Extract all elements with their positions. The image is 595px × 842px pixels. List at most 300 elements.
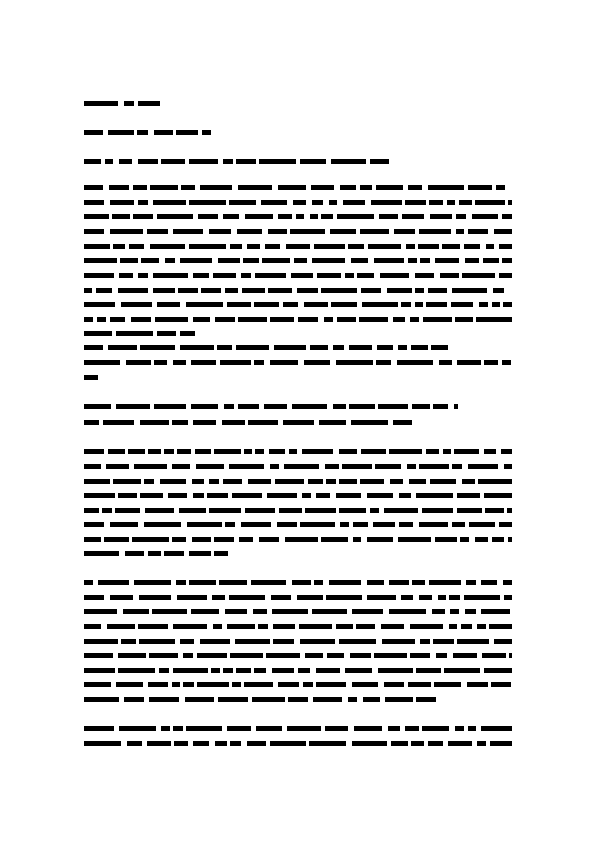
word-block	[84, 668, 115, 673]
word-block	[374, 258, 404, 263]
word-block	[154, 130, 173, 135]
word-block	[118, 668, 155, 673]
word-block	[361, 449, 386, 454]
word-block	[375, 464, 401, 469]
word-block	[405, 200, 426, 205]
word-block	[172, 537, 186, 542]
word-block	[503, 580, 512, 585]
word-block	[291, 273, 313, 278]
word-block	[430, 479, 456, 484]
word-block	[490, 741, 512, 746]
word-block	[84, 331, 112, 336]
word-block	[440, 273, 459, 278]
word-block	[357, 273, 374, 278]
word-block	[457, 639, 489, 644]
word-block	[502, 214, 512, 219]
word-block	[509, 653, 512, 658]
word-block	[209, 229, 231, 234]
word-block	[319, 420, 346, 425]
word-block	[187, 522, 222, 527]
word-block	[435, 258, 459, 263]
word-block	[468, 185, 492, 190]
word-block	[154, 404, 186, 409]
word-block	[186, 302, 223, 307]
word-block	[435, 537, 457, 542]
word-block	[302, 493, 311, 498]
word-block	[305, 653, 323, 658]
word-block	[191, 404, 218, 409]
word-block	[133, 214, 153, 219]
word-block	[84, 595, 104, 600]
word-block	[261, 200, 287, 205]
word-block	[367, 493, 393, 498]
word-block	[429, 580, 461, 585]
word-block	[278, 214, 292, 219]
word-block	[176, 580, 186, 585]
word-block	[180, 639, 194, 644]
word-block	[248, 420, 278, 425]
word-block	[201, 288, 221, 293]
word-block	[288, 697, 308, 702]
word-block	[348, 697, 357, 702]
word-block	[466, 580, 476, 585]
word-block	[116, 404, 150, 409]
word-block	[84, 375, 98, 380]
word-block	[113, 244, 125, 249]
word-block	[139, 639, 175, 644]
word-block	[207, 493, 228, 498]
word-block	[253, 609, 267, 614]
word-block	[349, 404, 375, 409]
word-block	[360, 479, 384, 484]
word-block	[298, 668, 310, 673]
word-block	[457, 508, 482, 513]
word-block	[254, 668, 266, 673]
word-block	[412, 404, 430, 409]
word-block	[104, 537, 129, 542]
word-block	[453, 653, 477, 658]
word-block	[84, 493, 115, 498]
word-block	[285, 537, 318, 542]
word-block	[180, 345, 214, 350]
word-block	[273, 624, 295, 629]
word-block	[478, 479, 512, 484]
word-block	[140, 345, 175, 350]
word-block	[236, 159, 256, 164]
word-block	[360, 185, 372, 190]
word-block	[343, 200, 365, 205]
word-block	[241, 522, 271, 527]
word-block	[462, 479, 475, 484]
word-block	[481, 726, 512, 731]
word-block	[96, 288, 112, 293]
word-block	[118, 288, 148, 293]
word-block	[378, 668, 413, 673]
word-block	[259, 159, 296, 164]
word-block	[116, 682, 143, 687]
word-block	[200, 185, 232, 190]
word-block	[299, 624, 332, 629]
word-block	[110, 522, 138, 527]
word-block	[401, 595, 413, 600]
word-block	[352, 741, 387, 746]
word-block	[155, 317, 188, 322]
word-block	[116, 331, 153, 336]
word-block	[84, 185, 103, 190]
word-block	[274, 345, 306, 350]
word-block	[426, 449, 439, 454]
word-block	[256, 726, 282, 731]
word-block	[316, 682, 346, 687]
word-block	[213, 273, 236, 278]
word-block	[493, 288, 504, 293]
word-block	[270, 317, 294, 322]
word-block	[227, 302, 251, 307]
word-block	[406, 244, 415, 249]
word-block	[484, 449, 496, 454]
word-block	[232, 493, 262, 498]
word-block	[442, 244, 460, 249]
word-block	[507, 508, 512, 513]
word-block	[251, 580, 286, 585]
word-block	[356, 624, 375, 629]
word-block	[337, 214, 374, 219]
word-block	[173, 668, 208, 673]
word-block	[351, 420, 388, 425]
word-block	[84, 449, 104, 454]
word-block	[119, 726, 156, 731]
word-block	[255, 449, 264, 454]
word-block	[103, 420, 134, 425]
word-block	[279, 508, 302, 513]
word-block	[183, 682, 194, 687]
word-block	[461, 624, 472, 629]
word-block	[393, 317, 405, 322]
word-block	[389, 449, 422, 454]
word-block	[121, 639, 136, 644]
word-block	[119, 273, 133, 278]
word-block	[113, 479, 141, 484]
word-block	[165, 258, 175, 263]
word-block	[336, 624, 353, 629]
word-block	[278, 682, 299, 687]
word-block	[398, 345, 407, 350]
word-block	[298, 317, 318, 322]
word-block	[321, 537, 348, 542]
word-block	[310, 214, 318, 219]
word-block	[477, 741, 486, 746]
word-block	[107, 624, 135, 629]
word-block	[363, 697, 380, 702]
word-block	[368, 244, 401, 249]
word-block	[422, 726, 449, 731]
word-block	[84, 609, 117, 614]
word-block	[123, 609, 149, 614]
word-block	[157, 302, 180, 307]
word-block	[352, 682, 378, 687]
word-block	[300, 639, 335, 644]
word-block	[304, 360, 330, 365]
word-block	[132, 537, 169, 542]
word-block	[333, 404, 346, 409]
word-block	[84, 101, 118, 106]
word-block	[137, 130, 148, 135]
word-block	[138, 273, 148, 278]
word-block	[243, 258, 259, 263]
word-block	[289, 449, 297, 454]
word-block	[264, 404, 287, 409]
word-block	[202, 130, 211, 135]
word-block	[492, 302, 500, 307]
word-block	[419, 522, 448, 527]
word-block	[308, 479, 323, 484]
word-block	[431, 345, 448, 350]
word-block	[84, 360, 120, 365]
word-block	[329, 580, 361, 585]
word-block	[147, 229, 168, 234]
word-block	[268, 288, 292, 293]
word-block	[451, 302, 473, 307]
word-block	[389, 580, 409, 585]
word-block	[380, 273, 409, 278]
word-block	[428, 741, 443, 746]
word-block	[230, 741, 241, 746]
word-block	[361, 288, 381, 293]
word-block	[429, 200, 443, 205]
word-block	[467, 682, 488, 687]
word-block	[84, 244, 110, 249]
word-block	[259, 537, 279, 542]
word-block	[316, 493, 330, 498]
word-block	[269, 449, 285, 454]
word-block	[423, 317, 452, 322]
word-block	[84, 537, 101, 542]
word-block	[449, 624, 457, 629]
word-block	[448, 741, 472, 746]
word-block	[475, 537, 488, 542]
word-block	[271, 595, 291, 600]
word-block	[449, 595, 460, 600]
word-block	[418, 244, 439, 249]
word-block	[272, 668, 294, 673]
word-block	[150, 244, 185, 249]
word-block	[456, 214, 466, 219]
word-block	[84, 522, 104, 527]
word-block	[157, 331, 176, 336]
word-block	[367, 537, 393, 542]
word-block	[294, 258, 307, 263]
word-block	[84, 214, 109, 219]
word-block	[415, 302, 423, 307]
word-block	[84, 200, 104, 205]
word-block	[492, 537, 504, 542]
word-block	[193, 420, 216, 425]
word-block	[484, 493, 512, 498]
word-block	[225, 288, 238, 293]
word-block	[325, 464, 339, 469]
word-block	[138, 101, 160, 106]
word-block	[254, 302, 279, 307]
word-block	[388, 726, 400, 731]
word-block	[336, 360, 373, 365]
word-block	[278, 185, 306, 190]
word-block	[173, 726, 183, 731]
word-block	[292, 580, 311, 585]
word-block	[213, 624, 222, 629]
word-block	[180, 258, 212, 263]
word-block	[245, 508, 275, 513]
word-block	[325, 726, 348, 731]
word-block	[215, 317, 235, 322]
word-block	[339, 449, 357, 454]
word-block	[238, 185, 272, 190]
word-block	[144, 522, 181, 527]
word-block	[230, 244, 242, 249]
word-block	[149, 653, 178, 658]
word-block	[415, 288, 424, 293]
word-block	[345, 273, 354, 278]
word-block	[340, 522, 349, 527]
word-block	[84, 697, 119, 702]
word-block	[360, 229, 389, 234]
word-block	[84, 345, 103, 350]
word-block	[415, 273, 434, 278]
word-block	[214, 551, 228, 556]
word-block	[305, 508, 336, 513]
word-block	[284, 464, 319, 469]
word-block	[455, 317, 473, 322]
word-block	[455, 726, 464, 731]
word-block	[245, 214, 273, 219]
word-block	[275, 479, 304, 484]
word-block	[109, 185, 129, 190]
word-block	[353, 522, 368, 527]
word-block	[141, 258, 159, 263]
word-block	[409, 479, 426, 484]
word-block	[183, 653, 193, 658]
word-block	[447, 200, 455, 205]
word-block	[157, 214, 193, 219]
word-block	[84, 258, 117, 263]
word-block	[378, 404, 408, 409]
word-block	[84, 288, 92, 293]
word-block	[405, 726, 419, 731]
word-block	[499, 273, 512, 278]
word-block	[84, 653, 113, 658]
word-block	[286, 244, 310, 249]
word-block	[84, 317, 93, 322]
word-block	[235, 639, 270, 644]
word-block	[454, 404, 458, 409]
word-block	[84, 404, 111, 409]
word-block	[247, 741, 266, 746]
word-block	[359, 317, 388, 322]
word-block	[479, 302, 488, 307]
word-block	[340, 185, 356, 190]
word-block	[416, 697, 436, 702]
word-block	[297, 288, 318, 293]
word-block	[252, 697, 285, 702]
word-block	[460, 537, 469, 542]
word-block	[138, 200, 148, 205]
word-block	[189, 551, 211, 556]
word-block	[153, 200, 186, 205]
word-block	[377, 345, 393, 350]
word-block	[351, 258, 368, 263]
word-block	[236, 668, 251, 673]
word-block	[410, 317, 419, 322]
word-block	[303, 682, 313, 687]
word-block	[337, 317, 356, 322]
word-block	[459, 200, 472, 205]
word-block	[192, 537, 211, 542]
word-block	[331, 159, 366, 164]
word-block	[293, 200, 306, 205]
word-block	[238, 404, 259, 409]
word-block	[227, 726, 251, 731]
word-block	[84, 624, 101, 629]
word-block	[225, 609, 247, 614]
word-block	[178, 288, 198, 293]
word-block	[150, 185, 178, 190]
word-block	[419, 464, 449, 469]
word-block	[389, 609, 426, 614]
word-block	[384, 682, 404, 687]
word-block	[148, 682, 168, 687]
word-block	[84, 682, 111, 687]
word-block	[504, 595, 512, 600]
word-block	[138, 159, 158, 164]
word-block	[227, 624, 255, 629]
word-block	[153, 273, 188, 278]
word-block	[128, 449, 145, 454]
word-block	[331, 302, 357, 307]
word-block	[503, 302, 512, 307]
word-block	[152, 609, 187, 614]
word-block	[472, 214, 498, 219]
word-block	[84, 726, 114, 731]
word-block	[394, 229, 415, 234]
word-block	[239, 537, 253, 542]
word-block	[304, 302, 328, 307]
word-block	[110, 595, 133, 600]
word-block	[229, 464, 264, 469]
word-block	[127, 741, 142, 746]
word-block	[84, 479, 110, 484]
word-block	[283, 302, 298, 307]
word-block	[484, 360, 498, 365]
word-block	[97, 317, 106, 322]
word-block	[438, 595, 446, 600]
word-block	[481, 609, 510, 614]
word-block	[339, 508, 366, 513]
word-block	[348, 244, 364, 249]
word-block	[84, 420, 99, 425]
word-block	[422, 508, 453, 513]
word-block	[504, 464, 512, 469]
word-block	[223, 214, 239, 219]
word-block	[452, 288, 487, 293]
word-block	[131, 317, 151, 322]
word-block	[222, 420, 245, 425]
word-block	[144, 479, 154, 484]
word-block	[236, 345, 269, 350]
word-block	[229, 595, 265, 600]
word-block	[225, 522, 235, 527]
word-block	[254, 360, 264, 365]
word-block	[173, 229, 203, 234]
word-block	[393, 420, 412, 425]
